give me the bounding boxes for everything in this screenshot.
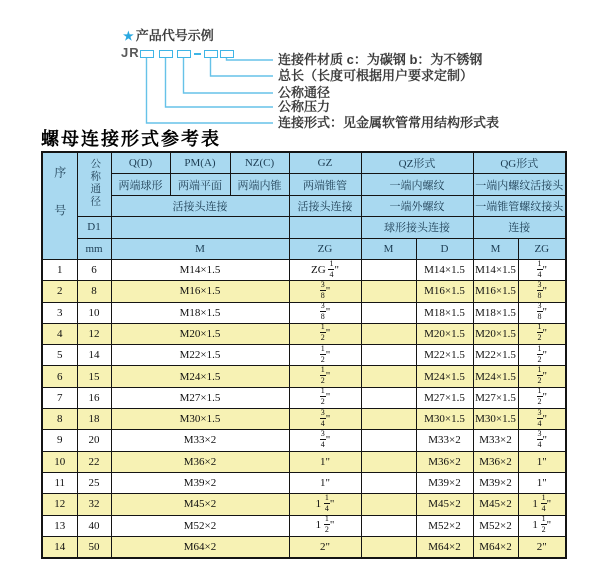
qg-m-cell: M20×1.5 (473, 323, 518, 344)
gz-cell: 1 $\frac{1}{4}$ " (289, 494, 361, 515)
qz-m-cell (361, 515, 416, 536)
dn-cell: 32 (77, 494, 111, 515)
gz-cell: $\frac{3}{8}$ " (289, 302, 361, 323)
dn-cell: 40 (77, 515, 111, 536)
table-row (42, 281, 566, 302)
qz-d-cell: M20×1.5 (416, 323, 473, 344)
header-d1: D1 (77, 217, 111, 238)
qz-m-cell (361, 366, 416, 387)
qg-zg-cell: 1" (518, 472, 566, 493)
dn-cell: 6 (77, 259, 111, 280)
header-pma: PM(A) (170, 152, 230, 174)
table-row (42, 259, 566, 280)
qg-m-cell: M24×1.5 (473, 366, 518, 387)
row-number-cell: 4 (42, 323, 77, 344)
header-qg: QG形式 (473, 152, 566, 174)
header-blank-gz (289, 217, 361, 238)
dn-cell: 25 (77, 472, 111, 493)
m-cell: M22×1.5 (111, 345, 289, 366)
m-cell: M27×1.5 (111, 387, 289, 408)
qz-m-cell (361, 494, 416, 515)
qz-d-cell: M39×2 (416, 472, 473, 493)
qz-d-cell: M27×1.5 (416, 387, 473, 408)
m-cell: M36×2 (111, 451, 289, 472)
qg-zg-cell: $\frac{1}{2}$ " (518, 366, 566, 387)
header-pma-desc: 两端平面 (170, 174, 230, 195)
table-row (42, 366, 566, 387)
gz-cell: 1" (289, 472, 361, 493)
gz-cell: $\frac{3}{4}$ " (289, 409, 361, 430)
qz-d-cell: M52×2 (416, 515, 473, 536)
row-number-cell: 13 (42, 515, 77, 536)
qg-m-cell: M52×2 (473, 515, 518, 536)
table-row (42, 387, 566, 408)
table-row (42, 430, 566, 451)
m-cell: M33×2 (111, 430, 289, 451)
gz-cell: $\frac{1}{2}$ " (289, 366, 361, 387)
header-qz-d-unit: D (416, 238, 473, 259)
qz-d-cell: M33×2 (416, 430, 473, 451)
dn-cell: 12 (77, 323, 111, 344)
m-cell: M64×2 (111, 536, 289, 558)
row-number-cell: 2 (42, 281, 77, 302)
row-number-cell: 1 (42, 259, 77, 280)
qg-zg-cell: $\frac{3}{8}$ " (518, 281, 566, 302)
dn-cell: 22 (77, 451, 111, 472)
m-cell: M45×2 (111, 494, 289, 515)
qg-zg-cell: $\frac{1}{2}$ " (518, 387, 566, 408)
m-cell: M14×1.5 (111, 259, 289, 280)
qg-m-cell: M22×1.5 (473, 345, 518, 366)
label-nominal-press: 公称压力 (278, 99, 331, 114)
label-total-length: 总长（长度可根据用户要求定制） (278, 68, 474, 83)
qg-zg-cell: $\frac{1}{2}$ " (518, 323, 566, 344)
row-number-cell: 3 (42, 302, 77, 323)
m-cell: M24×1.5 (111, 366, 289, 387)
row-number-cell: 10 (42, 451, 77, 472)
header-nzc: NZ(C) (230, 152, 289, 174)
qg-zg-cell: $\frac{3}{4}$ " (518, 409, 566, 430)
qg-zg-cell: 1" (518, 451, 566, 472)
m-cell: M52×2 (111, 515, 289, 536)
header-dn (77, 152, 111, 217)
qg-m-cell: M64×2 (473, 536, 518, 558)
gz-cell: $\frac{3}{4}$ " (289, 430, 361, 451)
qg-zg-cell: 1 $\frac{1}{2}$ " (518, 515, 566, 536)
header-qz-m-unit: M (361, 238, 416, 259)
header-seq (42, 152, 77, 259)
table-row (42, 472, 566, 493)
gz-cell: ZG $\frac{1}{4}$ " (289, 259, 361, 280)
qz-m-cell (361, 430, 416, 451)
dn-cell: 10 (77, 302, 111, 323)
qg-zg-cell: 2" (518, 536, 566, 558)
table-row (42, 515, 566, 536)
qz-m-cell (361, 472, 416, 493)
qz-d-cell: M24×1.5 (416, 366, 473, 387)
header-seq-text: 序号 (52, 166, 67, 243)
diagram-title-text: 产品代号示例 (135, 28, 214, 43)
qz-d-cell: M36×2 (416, 451, 473, 472)
header-m-unit: M (111, 238, 289, 259)
qz-d-cell: M14×1.5 (416, 259, 473, 280)
header-qz: QZ形式 (361, 152, 473, 174)
m-cell: M30×1.5 (111, 409, 289, 430)
gz-cell: 1 $\frac{1}{2}$ " (289, 515, 361, 536)
label-conn-form: 连接形式：见金属软管常用结构形式表 (278, 115, 500, 130)
header-qz-desc1: 一端内螺纹 (361, 174, 473, 195)
qg-zg-cell: $\frac{1}{4}$ " (518, 259, 566, 280)
header-qd: Q(D) (111, 152, 170, 174)
row-number-cell: 12 (42, 494, 77, 515)
qz-d-cell: M64×2 (416, 536, 473, 558)
qg-m-cell: M39×2 (473, 472, 518, 493)
dn-cell: 15 (77, 366, 111, 387)
header-qd-desc: 两端球形 (111, 174, 170, 195)
header-dn-text: 公称通径 (89, 158, 101, 209)
header-gz-union-connect: 活接头连接 (289, 195, 361, 216)
code-prefix: JR (121, 45, 140, 60)
dn-cell: 8 (77, 281, 111, 302)
qg-m-cell: M30×1.5 (473, 409, 518, 430)
header-union-connect: 活接头连接 (111, 195, 289, 216)
dn-cell: 18 (77, 409, 111, 430)
qz-d-cell: M22×1.5 (416, 345, 473, 366)
gz-cell: $\frac{1}{2}$ " (289, 387, 361, 408)
header-gz-desc: 两端锥管 (289, 174, 361, 195)
m-cell: M18×1.5 (111, 302, 289, 323)
row-number-cell: 14 (42, 536, 77, 558)
qz-m-cell (361, 323, 416, 344)
label-nominal-dn: 公称通径 (278, 85, 331, 100)
row-number-cell: 6 (42, 366, 77, 387)
header-blank-m (111, 217, 289, 238)
qg-zg-cell: $\frac{1}{2}$ " (518, 345, 566, 366)
row-number-cell: 11 (42, 472, 77, 493)
dn-cell: 20 (77, 430, 111, 451)
m-cell: M20×1.5 (111, 323, 289, 344)
dn-cell: 50 (77, 536, 111, 558)
gz-cell: $\frac{1}{2}$ " (289, 345, 361, 366)
row-number-cell: 9 (42, 430, 77, 451)
label-material: 连接件材质 c：为碳钢 b：为不锈钢 (278, 52, 483, 67)
table-row (42, 345, 566, 366)
table-row (42, 451, 566, 472)
qz-m-cell (361, 451, 416, 472)
header-zg-unit: ZG (289, 238, 361, 259)
gz-cell: $\frac{1}{2}$ " (289, 323, 361, 344)
qz-m-cell (361, 409, 416, 430)
header-qg-desc1: 一端内螺纹活接头 (473, 174, 566, 195)
gz-cell: 2" (289, 536, 361, 558)
qg-m-cell: M45×2 (473, 494, 518, 515)
qz-d-cell: M30×1.5 (416, 409, 473, 430)
m-cell: M16×1.5 (111, 281, 289, 302)
header-qg-desc2: 一端锥管螺纹接头 (473, 195, 566, 216)
table-row (42, 302, 566, 323)
qg-zg-cell: 1 $\frac{1}{4}$ " (518, 494, 566, 515)
qg-m-cell: M16×1.5 (473, 281, 518, 302)
header-mm: mm (77, 238, 111, 259)
header-qg-m-unit: M (473, 238, 518, 259)
table-row (42, 536, 566, 558)
table-row (42, 323, 566, 344)
header-qz-desc2: 一端外螺纹 (361, 195, 473, 216)
star-icon: ★ (123, 29, 134, 43)
dn-cell: 16 (77, 387, 111, 408)
qz-m-cell (361, 387, 416, 408)
header-qz-desc3: 球形接头连接 (361, 217, 473, 238)
qg-m-cell: M36×2 (473, 451, 518, 472)
header-nzc-desc: 两端内锥 (230, 174, 289, 195)
header-qg-zg-unit: ZG (518, 238, 566, 259)
table-row (42, 409, 566, 430)
table-title: 螺母连接形式参考表 (41, 129, 221, 149)
nut-connection-reference-table (41, 151, 567, 559)
qg-m-cell: M18×1.5 (473, 302, 518, 323)
row-number-cell: 5 (42, 345, 77, 366)
qz-d-cell: M16×1.5 (416, 281, 473, 302)
qz-m-cell (361, 281, 416, 302)
header-gz: GZ (289, 152, 361, 174)
m-cell: M39×2 (111, 472, 289, 493)
gz-cell: 1" (289, 451, 361, 472)
qz-m-cell (361, 345, 416, 366)
qg-m-cell: M14×1.5 (473, 259, 518, 280)
qz-m-cell (361, 259, 416, 280)
qg-zg-cell: $\frac{3}{4}$ " (518, 430, 566, 451)
row-number-cell: 7 (42, 387, 77, 408)
qz-m-cell (361, 536, 416, 558)
table-row (42, 494, 566, 515)
qg-m-cell: M27×1.5 (473, 387, 518, 408)
qg-zg-cell: $\frac{3}{8}$ " (518, 302, 566, 323)
qz-m-cell (361, 302, 416, 323)
gz-cell: $\frac{3}{8}$ " (289, 281, 361, 302)
qg-m-cell: M33×2 (473, 430, 518, 451)
row-number-cell: 8 (42, 409, 77, 430)
qz-d-cell: M45×2 (416, 494, 473, 515)
dn-cell: 14 (77, 345, 111, 366)
qz-d-cell: M18×1.5 (416, 302, 473, 323)
header-qg-desc3: 连接 (473, 217, 566, 238)
